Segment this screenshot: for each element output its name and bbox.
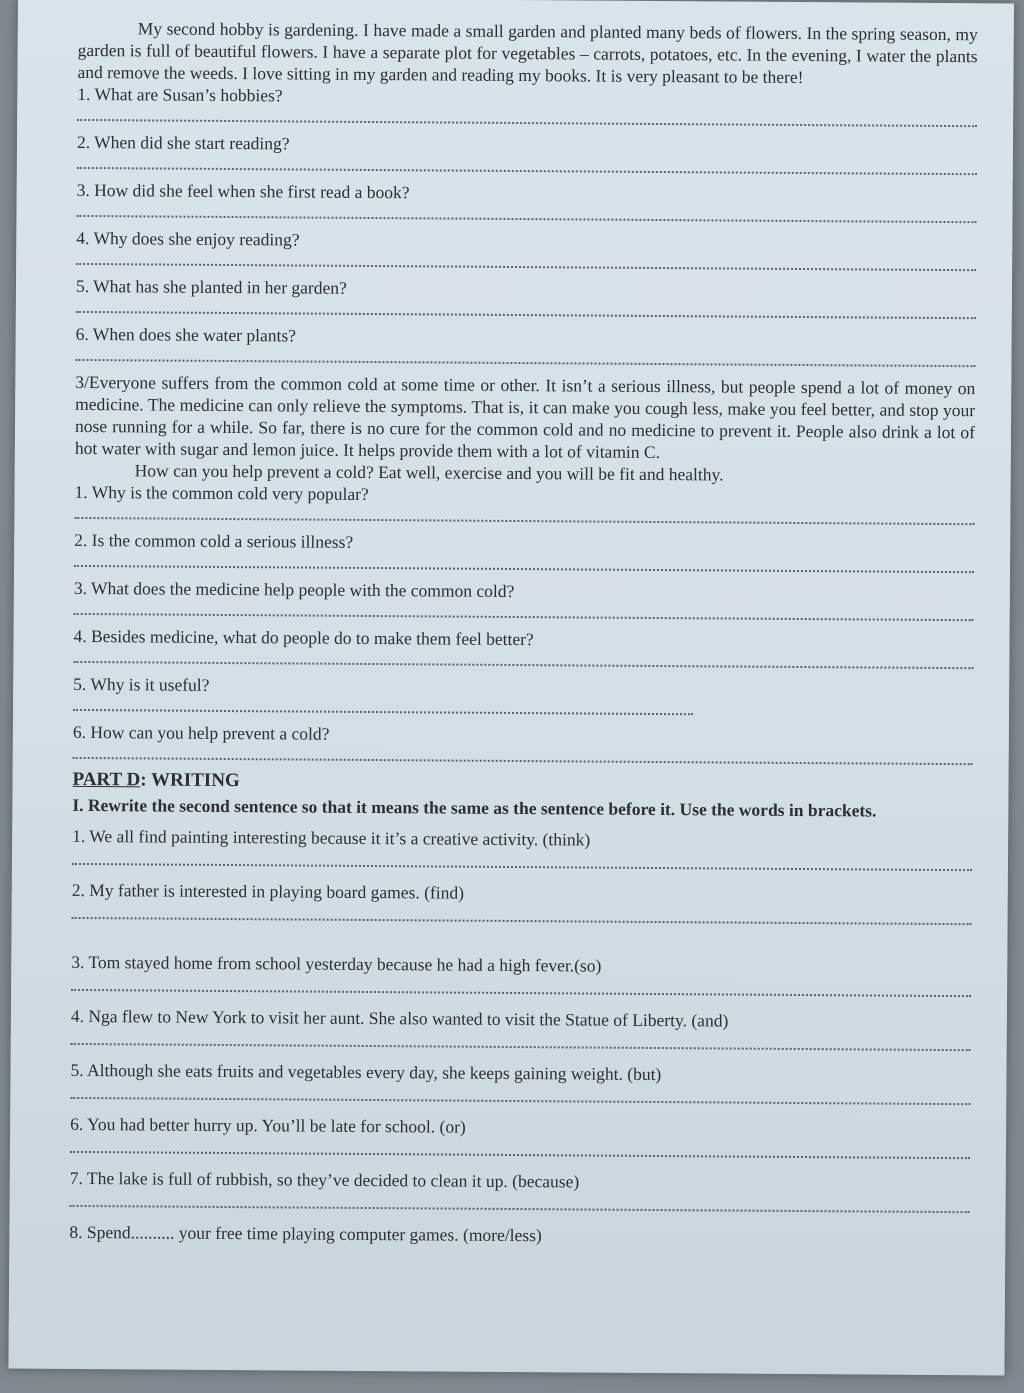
writing-items xyxy=(69,825,972,1249)
reading2-questions xyxy=(73,481,975,765)
writing-item-4: 4. Nga flew to New York to visit her aunt. She also wanted to visit the Statue of Liberty. (and) xyxy=(70,1005,729,1031)
worksheet-page xyxy=(8,0,1014,1375)
writing-instruction: I. Rewrite the second sentence so that it means the same as the sentence before it. Use the words in brackets. xyxy=(72,794,877,821)
writing-item-3: 3. Tom stayed home from school yesterday because he had a high fever.(so) xyxy=(71,951,602,976)
reading2-question-3: 3. What does the medicine help people with the common cold? xyxy=(73,577,515,602)
reading1-questions xyxy=(75,83,977,367)
reading2-question-2: 2. Is the common cold a serious illness? xyxy=(74,529,354,552)
reading1-question-3: 3. How did she feel when she first read a book? xyxy=(76,179,410,203)
reading2-question-1: 1. Why is the common cold very popular? xyxy=(74,481,369,504)
writing-item-6: 6. You had better hurry up. You’ll be late for school. (or) xyxy=(70,1113,466,1137)
answer-line[interactable] xyxy=(73,695,693,715)
reading1-question-1: 1. What are Susan’s hobbies? xyxy=(77,83,283,106)
reading2-question-6: 6. How can you help prevent a cold? xyxy=(72,721,330,744)
reading2-paragraph: 3/Everyone suffers from the common cold at some time or other. It isn’t a serious illness, but people spend a lot of money on medicine. The medicine can only relieve the symptoms. That is, it can make you cough less, make you feel better, and stop your nose running for a while. So far, there is no cure for the common cold and no medicine to prevent it. People also drink a lot of hot water with sugar and lemon juice. It helps provide them with a lot of vitamin C. xyxy=(74,371,976,463)
reading1-paragraph: My second hobby is gardening. I have made a small garden and planted many beds of flowers. In the spring season, my garden is full of beautiful flowers. I have a separate plot for vegetables – carrots, potatoes, etc. In the evening, I water the plants and remove the weeds. I love sitting in my garden and reading my books. It is very pleasant to be there! xyxy=(77,18,978,88)
reading2-paragraph-2: How can you help prevent a cold? Eat well, exercise and you will be fit and healthy. xyxy=(134,460,724,485)
part-d-label: PART D xyxy=(72,768,141,791)
writing-item-8: 8. Spend.......... your free time playing computer games. (more/less) xyxy=(69,1221,542,1246)
reading1-question-5: 5. What has she planted in her garden? xyxy=(75,275,347,298)
reading2-question-4: 4. Besides medicine, what do people do to make them feel better? xyxy=(73,625,534,650)
worksheet-content xyxy=(69,17,978,1249)
part-d-title: : WRITING xyxy=(140,769,240,792)
reading1-question-6: 6. When does she water plants? xyxy=(75,323,297,346)
writing-item-1: 1. We all find painting interesting because it it’s a creative activity. (think) xyxy=(72,825,591,850)
writing-item-7: 7. The lake is full of rubbish, so they’ve decided to clean it up. (because) xyxy=(69,1167,580,1192)
reading2-question-5: 5. Why is it useful? xyxy=(73,673,210,695)
writing-item-2: 2. My father is interested in playing board games. (find) xyxy=(71,879,465,903)
writing-item-5: 5. Although she eats fruits and vegetables every day, she keeps gaining weight. (but) xyxy=(70,1059,662,1085)
reading1-question-2: 2. When did she start reading? xyxy=(76,131,290,154)
reading1-question-4: 4. Why does she enjoy reading? xyxy=(76,227,300,250)
